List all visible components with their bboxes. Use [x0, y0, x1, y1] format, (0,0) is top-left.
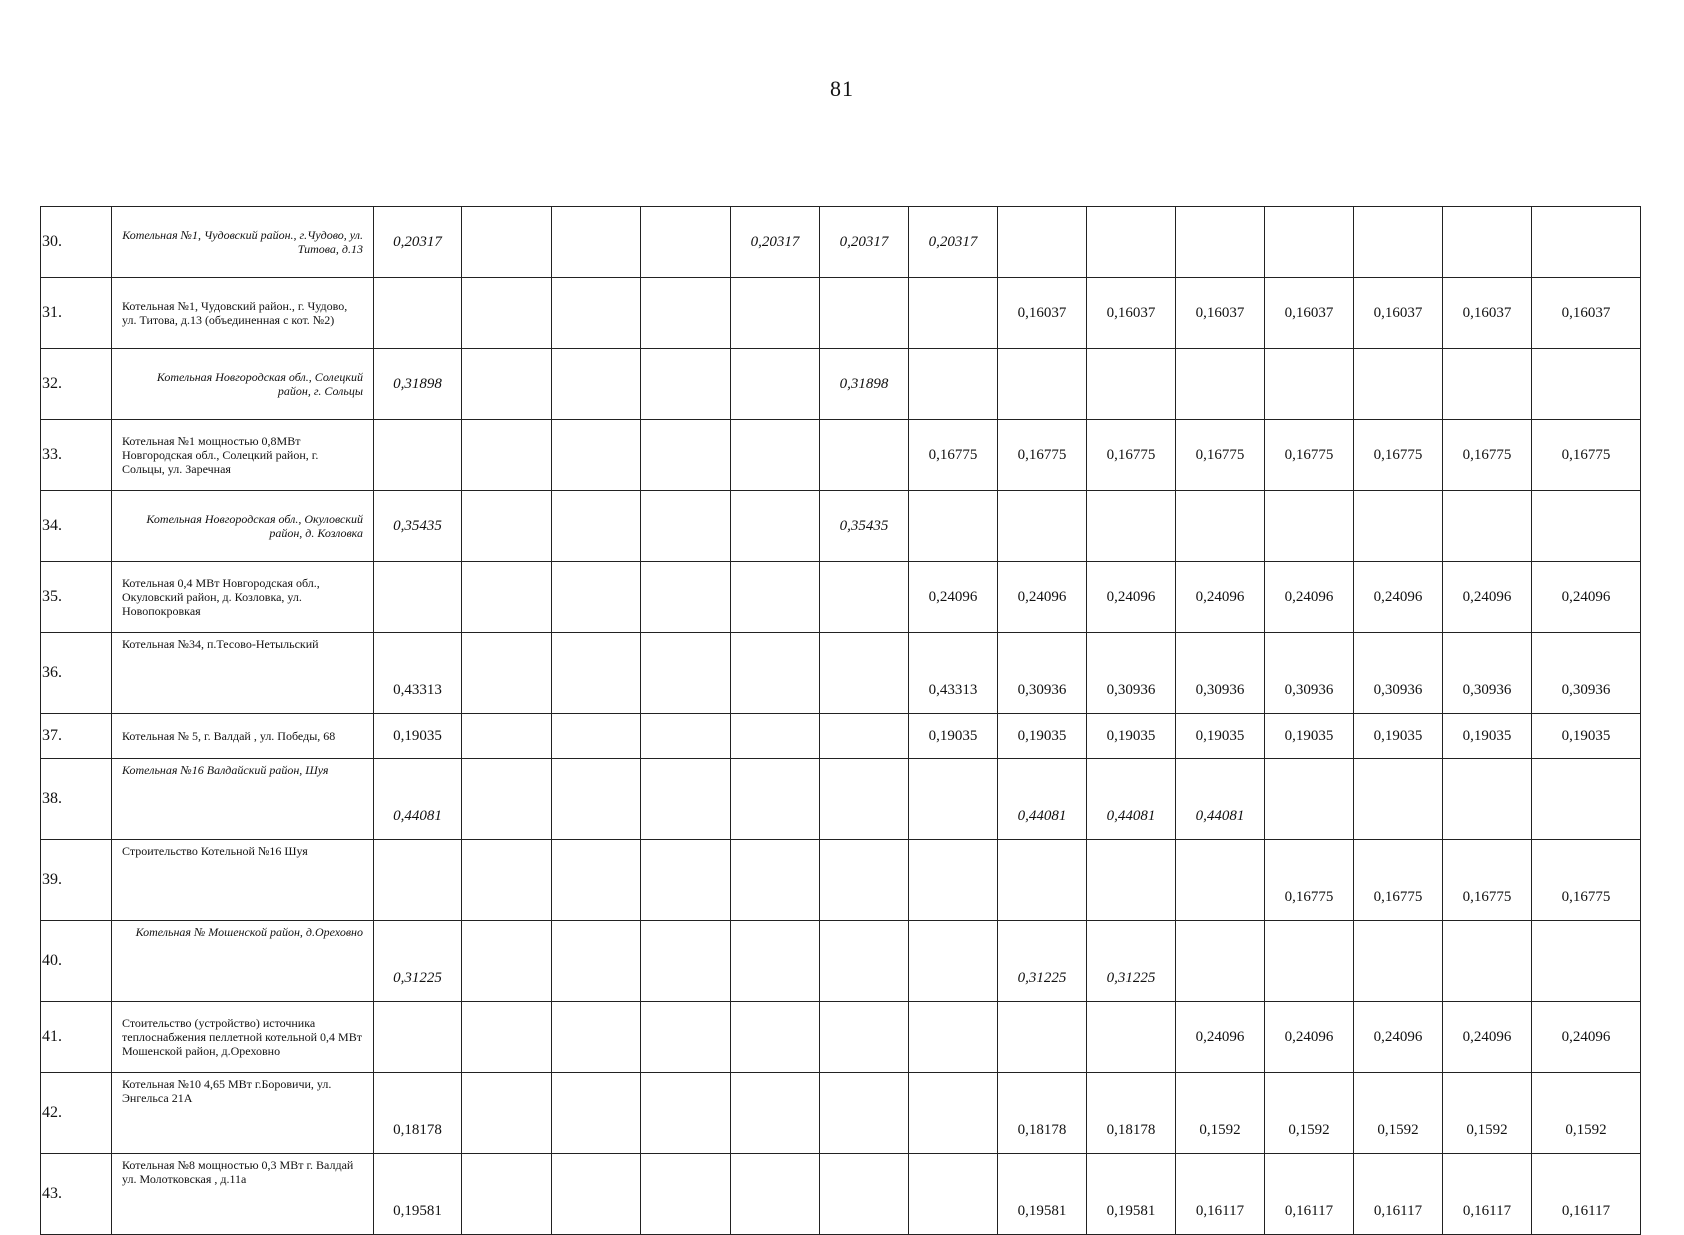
value-cell: 0,16037 — [1087, 278, 1176, 349]
value-cell: 0,24096 — [1532, 562, 1641, 633]
value-cell — [552, 349, 641, 420]
value-cell — [641, 1154, 731, 1235]
value-cell — [731, 1002, 820, 1073]
value-cell: 0,19035 — [1354, 714, 1443, 759]
value-cell: 0,1592 — [1176, 1073, 1265, 1154]
value-cell: 0,16117 — [1532, 1154, 1641, 1235]
value-cell: 0,20317 — [374, 207, 462, 278]
value-cell — [909, 1073, 998, 1154]
value-cell — [731, 278, 820, 349]
value-cell — [820, 921, 909, 1002]
row-number: 40. — [41, 921, 112, 1002]
value-cell — [731, 1073, 820, 1154]
row-number: 37. — [41, 714, 112, 759]
value-cell — [374, 278, 462, 349]
value-cell: 0,24096 — [1265, 562, 1354, 633]
value-cell — [641, 278, 731, 349]
value-cell: 0,30936 — [1176, 633, 1265, 714]
value-cell: 0,31898 — [374, 349, 462, 420]
value-cell — [552, 633, 641, 714]
value-cell: 0,24096 — [998, 562, 1087, 633]
value-cell: 0,1592 — [1265, 1073, 1354, 1154]
value-cell — [462, 714, 552, 759]
value-cell: 0,24096 — [1176, 1002, 1265, 1073]
value-cell: 0,20317 — [820, 207, 909, 278]
table-row — [41, 562, 1641, 633]
value-cell — [462, 1154, 552, 1235]
value-cell — [462, 349, 552, 420]
value-cell: 0,16037 — [998, 278, 1087, 349]
value-cell: 0,1592 — [1354, 1073, 1443, 1154]
row-number: 34. — [41, 491, 112, 562]
value-cell — [462, 278, 552, 349]
value-cell: 0,19035 — [1532, 714, 1641, 759]
value-cell: 0,16037 — [1532, 278, 1641, 349]
value-cell: 0,19035 — [1443, 714, 1532, 759]
value-cell — [820, 714, 909, 759]
value-cell: 0,16117 — [1443, 1154, 1532, 1235]
value-cell: 0,16775 — [1532, 840, 1641, 921]
value-cell — [1176, 207, 1265, 278]
value-cell — [731, 633, 820, 714]
value-cell — [731, 759, 820, 840]
value-cell — [462, 759, 552, 840]
value-cell — [998, 349, 1087, 420]
value-cell: 0,16775 — [1443, 840, 1532, 921]
value-cell — [1443, 207, 1532, 278]
value-cell — [462, 840, 552, 921]
value-cell — [1176, 921, 1265, 1002]
value-cell — [1087, 207, 1176, 278]
row-number: 33. — [41, 420, 112, 491]
value-cell — [641, 491, 731, 562]
value-cell — [1176, 840, 1265, 921]
boiler-name: Котельная №10 4,65 МВт г.Боровичи, ул. Энгельса 21А — [112, 1073, 374, 1154]
value-cell: 0,31898 — [820, 349, 909, 420]
value-cell: 0,19581 — [998, 1154, 1087, 1235]
value-cell: 0,16037 — [1265, 278, 1354, 349]
value-cell — [1087, 840, 1176, 921]
row-number: 38. — [41, 759, 112, 840]
value-cell — [552, 207, 641, 278]
value-cell: 0,19035 — [1087, 714, 1176, 759]
value-cell — [552, 921, 641, 1002]
row-number: 41. — [41, 1002, 112, 1073]
value-cell: 0,30936 — [1087, 633, 1176, 714]
table-row — [41, 1154, 1641, 1235]
value-cell: 0,35435 — [820, 491, 909, 562]
value-cell — [1087, 1002, 1176, 1073]
value-cell — [552, 840, 641, 921]
value-cell — [641, 714, 731, 759]
value-cell — [909, 1154, 998, 1235]
boiler-name: Строительство Котельной №16 Шуя — [112, 840, 374, 921]
boiler-name: Котельная №1 мощностью 0,8МВт Новгородская обл., Солецкий район, г. Сольцы, ул. Заречная — [112, 420, 374, 491]
value-cell: 0,24096 — [1354, 562, 1443, 633]
value-cell: 0,24096 — [1443, 562, 1532, 633]
value-cell: 0,16037 — [1176, 278, 1265, 349]
value-cell: 0,16037 — [1354, 278, 1443, 349]
value-cell — [1532, 759, 1641, 840]
value-cell: 0,30936 — [1443, 633, 1532, 714]
boiler-name: Котельная № 5, г. Валдай , ул. Победы, 68 — [112, 714, 374, 759]
value-cell — [1354, 207, 1443, 278]
value-cell — [1443, 759, 1532, 840]
value-cell: 0,16117 — [1176, 1154, 1265, 1235]
value-cell — [1087, 491, 1176, 562]
boiler-name: Котельная №34, п.Тесово-Нетыльский — [112, 633, 374, 714]
value-cell — [731, 562, 820, 633]
value-cell: 0,24096 — [1532, 1002, 1641, 1073]
value-cell — [462, 562, 552, 633]
value-cell — [1265, 349, 1354, 420]
value-cell — [820, 759, 909, 840]
table-row — [41, 207, 1641, 278]
value-cell: 0,24096 — [1443, 1002, 1532, 1073]
value-cell — [552, 1002, 641, 1073]
value-cell — [462, 1002, 552, 1073]
value-cell: 0,16775 — [1265, 420, 1354, 491]
value-cell: 0,35435 — [374, 491, 462, 562]
value-cell — [1176, 491, 1265, 562]
table-row — [41, 349, 1641, 420]
value-cell — [374, 420, 462, 491]
table-row — [41, 921, 1641, 1002]
boiler-name: Стоительство (устройство) источника теплоснабжения пеллетной котельной 0,4 МВт Мошенской район, д.Ореховно — [112, 1002, 374, 1073]
value-cell: 0,30936 — [1354, 633, 1443, 714]
value-cell: 0,24096 — [1087, 562, 1176, 633]
value-cell — [462, 921, 552, 1002]
value-cell — [731, 921, 820, 1002]
table-row — [41, 1073, 1641, 1154]
value-cell: 0,43313 — [909, 633, 998, 714]
value-cell — [1354, 349, 1443, 420]
value-cell — [641, 562, 731, 633]
page-number: 81 — [830, 76, 854, 101]
value-cell — [1087, 349, 1176, 420]
value-cell — [374, 1002, 462, 1073]
value-cell — [820, 840, 909, 921]
value-cell: 0,31225 — [1087, 921, 1176, 1002]
value-cell: 0,16117 — [1265, 1154, 1354, 1235]
row-number: 42. — [41, 1073, 112, 1154]
value-cell: 0,24096 — [1354, 1002, 1443, 1073]
value-cell — [1354, 759, 1443, 840]
table-row — [41, 633, 1641, 714]
value-cell — [731, 349, 820, 420]
value-cell: 0,44081 — [1087, 759, 1176, 840]
value-cell — [820, 562, 909, 633]
value-cell — [731, 1154, 820, 1235]
value-cell — [820, 633, 909, 714]
value-cell — [731, 714, 820, 759]
value-cell — [641, 759, 731, 840]
value-cell — [1176, 349, 1265, 420]
boiler-name: Котельная № Мошенской район, д.Ореховно — [112, 921, 374, 1002]
value-cell: 0,20317 — [731, 207, 820, 278]
value-cell — [1532, 491, 1641, 562]
value-cell — [462, 207, 552, 278]
value-cell — [909, 278, 998, 349]
value-cell — [820, 278, 909, 349]
value-cell — [1443, 921, 1532, 1002]
value-cell — [374, 840, 462, 921]
value-cell: 0,19035 — [1265, 714, 1354, 759]
value-cell: 0,19035 — [1176, 714, 1265, 759]
value-cell — [998, 207, 1087, 278]
value-cell: 0,24096 — [1265, 1002, 1354, 1073]
value-cell — [998, 491, 1087, 562]
row-number: 36. — [41, 633, 112, 714]
value-cell — [998, 1002, 1087, 1073]
value-cell — [731, 420, 820, 491]
value-cell: 0,19581 — [374, 1154, 462, 1235]
value-cell — [552, 420, 641, 491]
value-cell — [641, 840, 731, 921]
table-row — [41, 714, 1641, 759]
value-cell — [641, 420, 731, 491]
value-cell: 0,44081 — [998, 759, 1087, 840]
value-cell — [909, 491, 998, 562]
row-number: 30. — [41, 207, 112, 278]
value-cell: 0,1592 — [1532, 1073, 1641, 1154]
boiler-name: Котельная 0,4 МВт Новгородская обл., Окуловский район, д. Козловка, ул. Новопокровкая — [112, 562, 374, 633]
value-cell: 0,16775 — [998, 420, 1087, 491]
value-cell: 0,16037 — [1443, 278, 1532, 349]
value-cell: 0,18178 — [998, 1073, 1087, 1154]
value-cell: 0,31225 — [998, 921, 1087, 1002]
value-cell — [552, 759, 641, 840]
value-cell — [1265, 207, 1354, 278]
boiler-name: Котельная №16 Валдайский район, Шуя — [112, 759, 374, 840]
value-cell: 0,30936 — [1265, 633, 1354, 714]
value-cell — [374, 562, 462, 633]
value-cell — [1443, 349, 1532, 420]
value-cell — [820, 1073, 909, 1154]
table-row — [41, 759, 1641, 840]
value-cell: 0,18178 — [374, 1073, 462, 1154]
value-cell: 0,20317 — [909, 207, 998, 278]
value-cell — [1354, 491, 1443, 562]
boiler-name: Котельная №1, Чудовский район., г.Чудово, ул. Титова, д.13 — [112, 207, 374, 278]
value-cell: 0,19035 — [909, 714, 998, 759]
value-cell: 0,44081 — [374, 759, 462, 840]
value-cell — [641, 349, 731, 420]
value-cell: 0,30936 — [1532, 633, 1641, 714]
value-cell: 0,43313 — [374, 633, 462, 714]
boiler-name: Котельная №1, Чудовский район., г. Чудово, ул. Титова, д.13 (объединенная с кот. №2) — [112, 278, 374, 349]
value-cell — [552, 278, 641, 349]
value-cell — [820, 1002, 909, 1073]
value-cell — [462, 1073, 552, 1154]
value-cell — [552, 491, 641, 562]
table-row — [41, 278, 1641, 349]
boiler-name: Котельная №8 мощностью 0,3 МВт г. Валдай ул. Молотковская , д.11а — [112, 1154, 374, 1235]
value-cell — [641, 1073, 731, 1154]
value-cell — [462, 491, 552, 562]
value-cell — [641, 207, 731, 278]
value-cell: 0,16775 — [1354, 840, 1443, 921]
value-cell: 0,30936 — [998, 633, 1087, 714]
row-number: 39. — [41, 840, 112, 921]
value-cell — [641, 1002, 731, 1073]
value-cell — [1265, 759, 1354, 840]
value-cell — [820, 420, 909, 491]
value-cell: 0,16775 — [909, 420, 998, 491]
table-row — [41, 1002, 1641, 1073]
value-cell — [641, 633, 731, 714]
value-cell — [552, 714, 641, 759]
value-cell — [909, 759, 998, 840]
row-number: 31. — [41, 278, 112, 349]
value-cell — [552, 1073, 641, 1154]
value-cell: 0,24096 — [1176, 562, 1265, 633]
boiler-name: Котельная Новгородская обл., Солецкий район, г. Сольцы — [112, 349, 374, 420]
value-cell: 0,16775 — [1176, 420, 1265, 491]
value-cell — [1354, 921, 1443, 1002]
value-cell — [909, 921, 998, 1002]
value-cell — [462, 420, 552, 491]
value-cell — [998, 840, 1087, 921]
value-cell: 0,16775 — [1443, 420, 1532, 491]
value-cell — [731, 840, 820, 921]
value-cell: 0,19581 — [1087, 1154, 1176, 1235]
value-cell: 0,16117 — [1354, 1154, 1443, 1235]
value-cell — [909, 1002, 998, 1073]
value-cell — [462, 633, 552, 714]
boiler-name: Котельная Новгородская обл., Окуловский район, д. Козловка — [112, 491, 374, 562]
value-cell: 0,44081 — [1176, 759, 1265, 840]
value-cell: 0,18178 — [1087, 1073, 1176, 1154]
row-number: 32. — [41, 349, 112, 420]
value-cell: 0,16775 — [1087, 420, 1176, 491]
table-row — [41, 420, 1641, 491]
value-cell — [909, 840, 998, 921]
value-cell — [1532, 207, 1641, 278]
value-cell — [820, 1154, 909, 1235]
value-cell — [552, 1154, 641, 1235]
table-row — [41, 840, 1641, 921]
value-cell: 0,19035 — [998, 714, 1087, 759]
row-number: 35. — [41, 562, 112, 633]
value-cell — [1265, 491, 1354, 562]
value-cell: 0,1592 — [1443, 1073, 1532, 1154]
row-number: 43. — [41, 1154, 112, 1235]
value-cell — [1265, 921, 1354, 1002]
value-cell — [552, 562, 641, 633]
value-cell — [1443, 491, 1532, 562]
table-body — [41, 207, 1641, 1235]
value-cell: 0,16775 — [1354, 420, 1443, 491]
value-cell — [731, 491, 820, 562]
value-cell — [909, 349, 998, 420]
value-cell — [1532, 921, 1641, 1002]
table-row — [41, 491, 1641, 562]
value-cell — [1532, 349, 1641, 420]
value-cell: 0,31225 — [374, 921, 462, 1002]
value-cell: 0,16775 — [1532, 420, 1641, 491]
value-cell: 0,19035 — [374, 714, 462, 759]
value-cell: 0,16775 — [1265, 840, 1354, 921]
tariff-table — [40, 206, 1641, 1235]
value-cell — [641, 921, 731, 1002]
value-cell: 0,24096 — [909, 562, 998, 633]
